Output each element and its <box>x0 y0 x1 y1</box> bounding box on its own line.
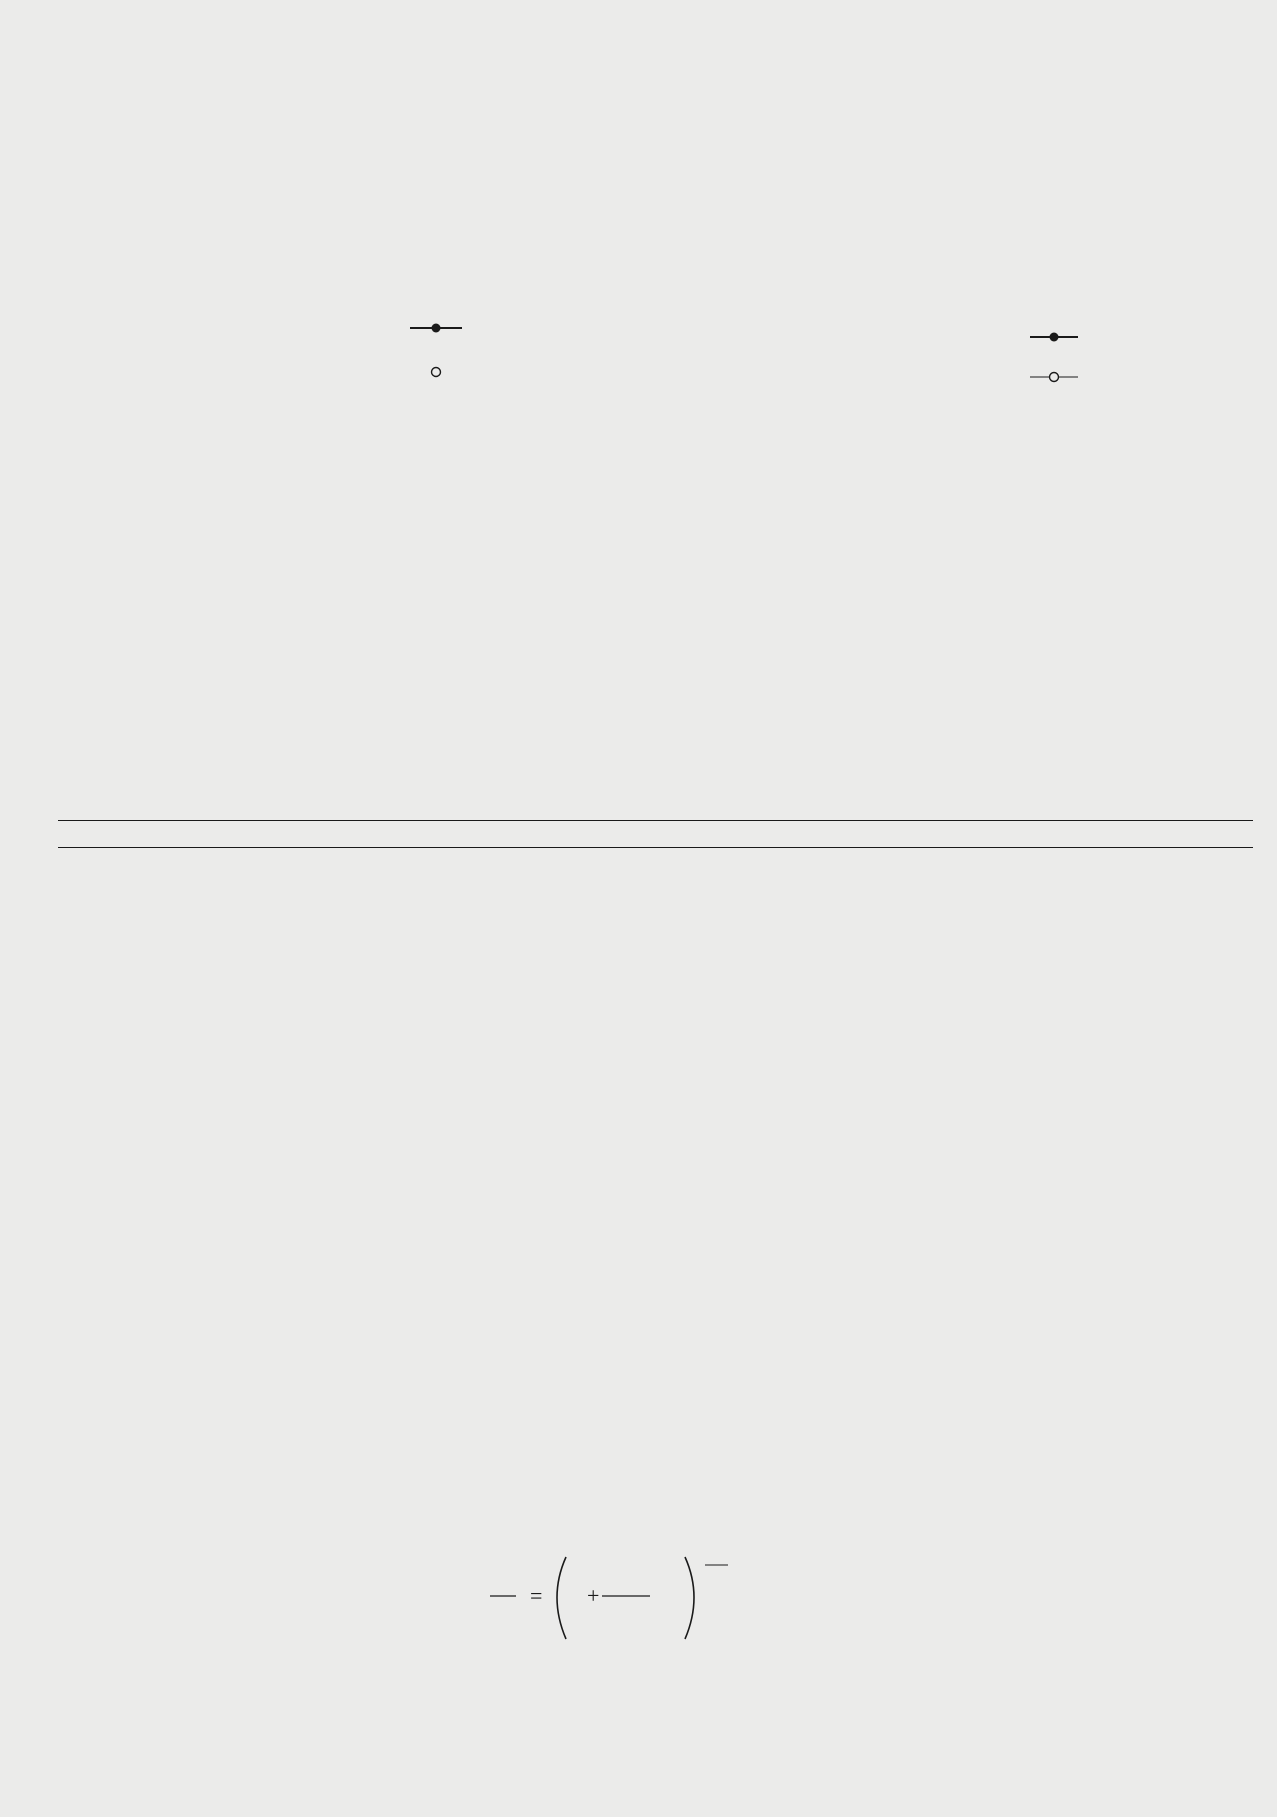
equation-5 <box>480 1545 800 1645</box>
svg-text:=: = <box>530 1583 543 1608</box>
col-header <box>393 821 716 848</box>
figure-6-chart <box>60 45 640 550</box>
col-header <box>58 821 393 848</box>
legend <box>410 324 462 377</box>
legend-experiment-marker <box>432 368 441 377</box>
col-header <box>1038 821 1253 848</box>
table-1-grid <box>58 820 1253 848</box>
table-1 <box>58 820 1253 848</box>
svg-text:+: + <box>587 1583 600 1608</box>
body-paragraphs <box>58 1235 1253 1237</box>
figure-7-chart <box>680 45 1240 550</box>
legend-zeta-c-marker <box>1050 333 1059 342</box>
legend-dsmc-marker <box>432 324 441 333</box>
legend <box>1030 333 1078 382</box>
col-header <box>715 821 1038 848</box>
legend-zeta-ce-marker <box>1050 373 1059 382</box>
